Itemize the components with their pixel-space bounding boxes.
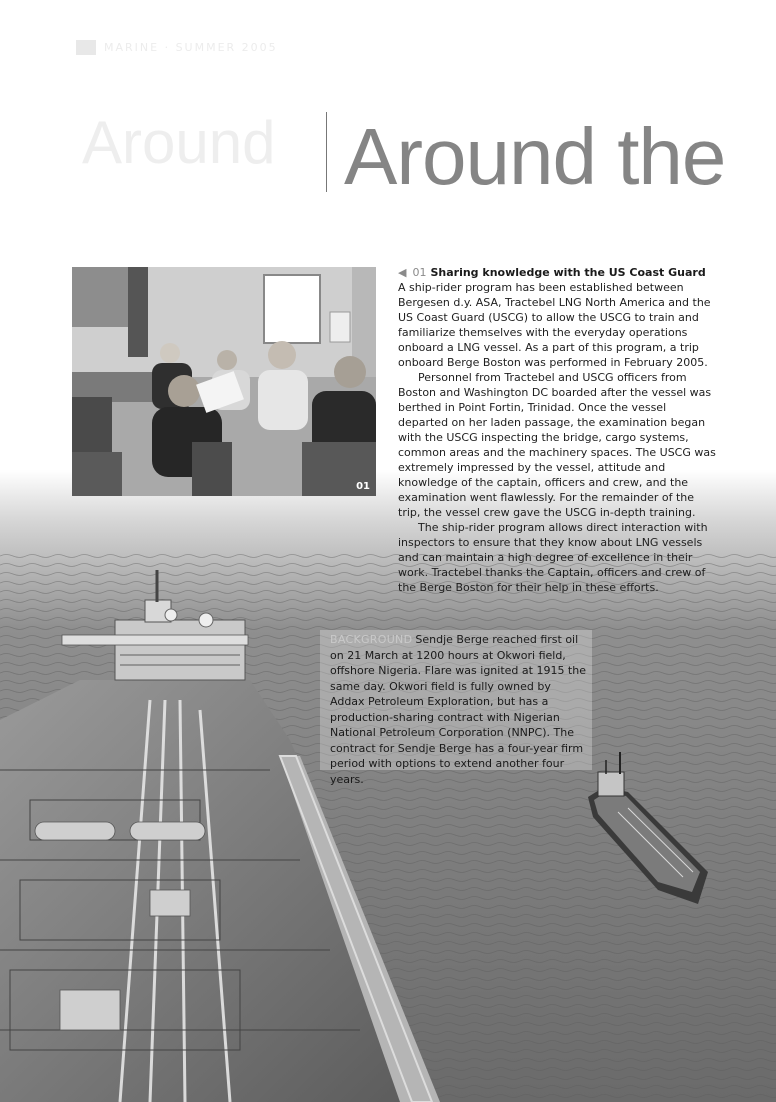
background-text: Sendje Berge reached first oil on 21 March at 1200 hours at Okwori field, offshore Nigeria. Flare was ignited at 1915 the same day. Okwori field is fully owned by Addax Petroleum Exploration, but has a production-sharing contract with Nigerian National Petroleum Corporation (NNPC). The contract for Sendje Berge has a four-year firm period with options to extend another four years.	[330, 633, 586, 786]
arrow-left-icon: ◀	[398, 266, 407, 279]
article-headline: Sharing knowledge with the US Coast Guard	[430, 266, 706, 279]
section-label: MARINE · SUMMER 2005	[104, 41, 278, 54]
header-marker	[76, 40, 96, 55]
article-heading	[398, 265, 716, 280]
title-divider	[326, 112, 327, 192]
page-title: Around the	[344, 112, 726, 201]
photo-number: 01	[356, 481, 370, 492]
background-note	[330, 632, 586, 787]
ghost-heading: Around	[82, 109, 276, 176]
background-label: BACKGROUND	[330, 633, 413, 646]
article-paragraph: Personnel from Tractebel and USCG officers from Boston and Washington DC boarded after the vessel was berthed in Point Fortin, Trinidad. Once the vessel departed on her laden passage, the examination began with the USCG inspecting the bridge, cargo systems, common areas and the machinery spaces. The USCG was extremely impressed by the vessel, attitude and knowledge of the captain, officers and crew, and the examination went flawlessly. For the remainder of the trip, the vessel crew gave the USCG in-depth training.	[398, 371, 716, 519]
meeting-photo	[72, 267, 376, 496]
article-paragraph: The ship-rider program allows direct interaction with inspectors to ensure that they know about LNG vessels and can maintain a high degree of excellence in their work. Tractebel thanks the Captain, officers and crew of the Berge Boston for their help in these efforts.	[398, 521, 708, 594]
article-number: 01	[412, 266, 427, 279]
article-paragraph: A ship-rider program has been established between Bergesen d.y. ASA, Tractebel LNG North America and the US Coast Guard (USCG) to allow the USCG to train and familiarize themselves with the everyday operations onboard a LNG vessel. As a part of this program, a trip onboard Berge Boston was performed in February 2005.	[398, 281, 711, 369]
article	[398, 265, 716, 595]
